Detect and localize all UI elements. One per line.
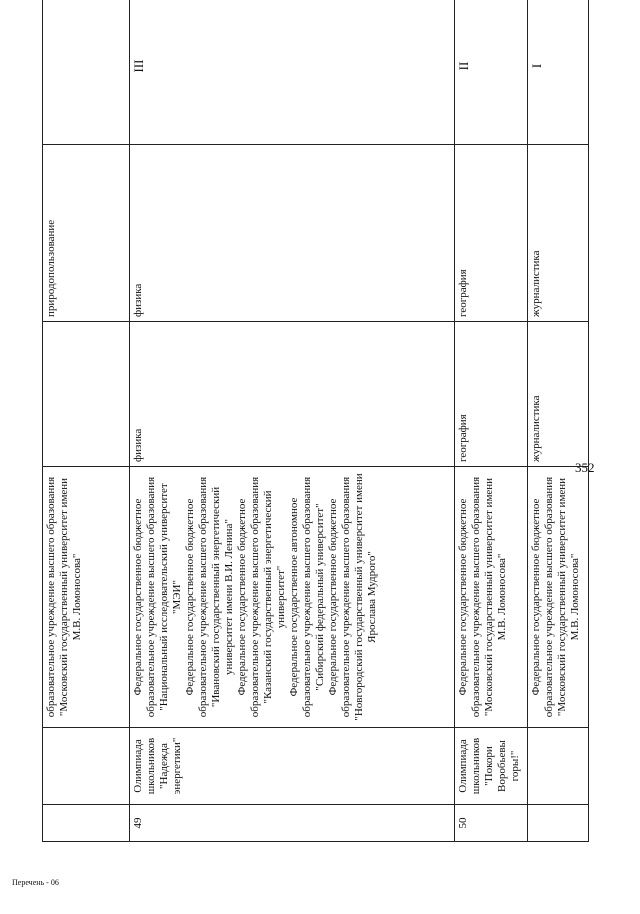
cell-number: 50 bbox=[455, 805, 528, 842]
cell-olympiad-name bbox=[528, 728, 589, 805]
cell-organizers bbox=[455, 467, 528, 728]
cell-subject: природопользование bbox=[43, 145, 130, 322]
cell-profile-subject: журналистика bbox=[528, 322, 589, 467]
organizer: Федеральное государственное бюджетное образовательное учреждение высшего образования "Московский государственный университет имени М.В. Ломоносова" bbox=[457, 476, 508, 718]
organizer: Федеральное государственное бюджетное образовательное учреждение высшего образования "Московский государственный университет имени М.В. Ломоносова" bbox=[530, 476, 581, 718]
cell-profile-subject: география bbox=[455, 322, 528, 467]
cell-subject: география bbox=[455, 145, 528, 322]
organizer: Федеральное государственное бюджетное образовательное учреждение высшего образования "Национальный исследовательский университет "МЭИ" bbox=[132, 476, 183, 718]
cell-profile-subject bbox=[43, 322, 130, 467]
table-row bbox=[130, 0, 455, 842]
cell-olympiad-name: Олимпиада школьников "Покори Воробьевы горы!" bbox=[455, 728, 528, 805]
cell-level: III bbox=[130, 0, 455, 145]
table-row bbox=[455, 0, 528, 842]
table-row bbox=[43, 0, 130, 842]
olympiad-table bbox=[42, 0, 589, 842]
cell-level: I bbox=[528, 0, 589, 145]
cell-organizers bbox=[528, 467, 589, 728]
cell-number: 49 bbox=[130, 805, 455, 842]
cell-subject: журналистика bbox=[528, 145, 589, 322]
table-row bbox=[528, 0, 589, 842]
cell-organizers bbox=[130, 467, 455, 728]
cell-olympiad-name bbox=[43, 728, 130, 805]
organizer: Федеральное государственное бюджетное образовательное учреждение высшего образования "Ивановский государственный энергетический университет имени В.И. Ленина" bbox=[184, 476, 235, 718]
cell-organizers bbox=[43, 467, 130, 728]
cell-level bbox=[43, 0, 130, 145]
cell-number bbox=[528, 805, 589, 842]
cell-profile-subject: физика bbox=[130, 322, 455, 467]
footer-note: Перечень - 06 bbox=[12, 878, 59, 887]
organizer: Федеральное государственное бюджетное образовательное учреждение высшего образования "Новгородский государственный университет имени Ярослава Мудрого" bbox=[327, 473, 378, 721]
organizer: Федеральное государственное автономное образовательное учреждение высшего образования "Сибирский федеральный университет" bbox=[288, 476, 326, 718]
organizer: Федеральное государственное бюджетное образовательное учреждение высшего образования "Казанский государственный энергетический университет" bbox=[236, 476, 287, 718]
organizer: образовательное учреждение высшего образования "Московский государственный университет имени М.В. Ломоносова" bbox=[45, 476, 83, 718]
page-number: 352 bbox=[575, 460, 595, 475]
cell-subject: физика bbox=[130, 145, 455, 322]
cell-level: II bbox=[455, 0, 528, 145]
cell-olympiad-name: Олимпиада школьников "Надежда энергетики" bbox=[130, 728, 455, 805]
cell-number bbox=[43, 805, 130, 842]
olympiad-table-rotated bbox=[42, 42, 582, 842]
